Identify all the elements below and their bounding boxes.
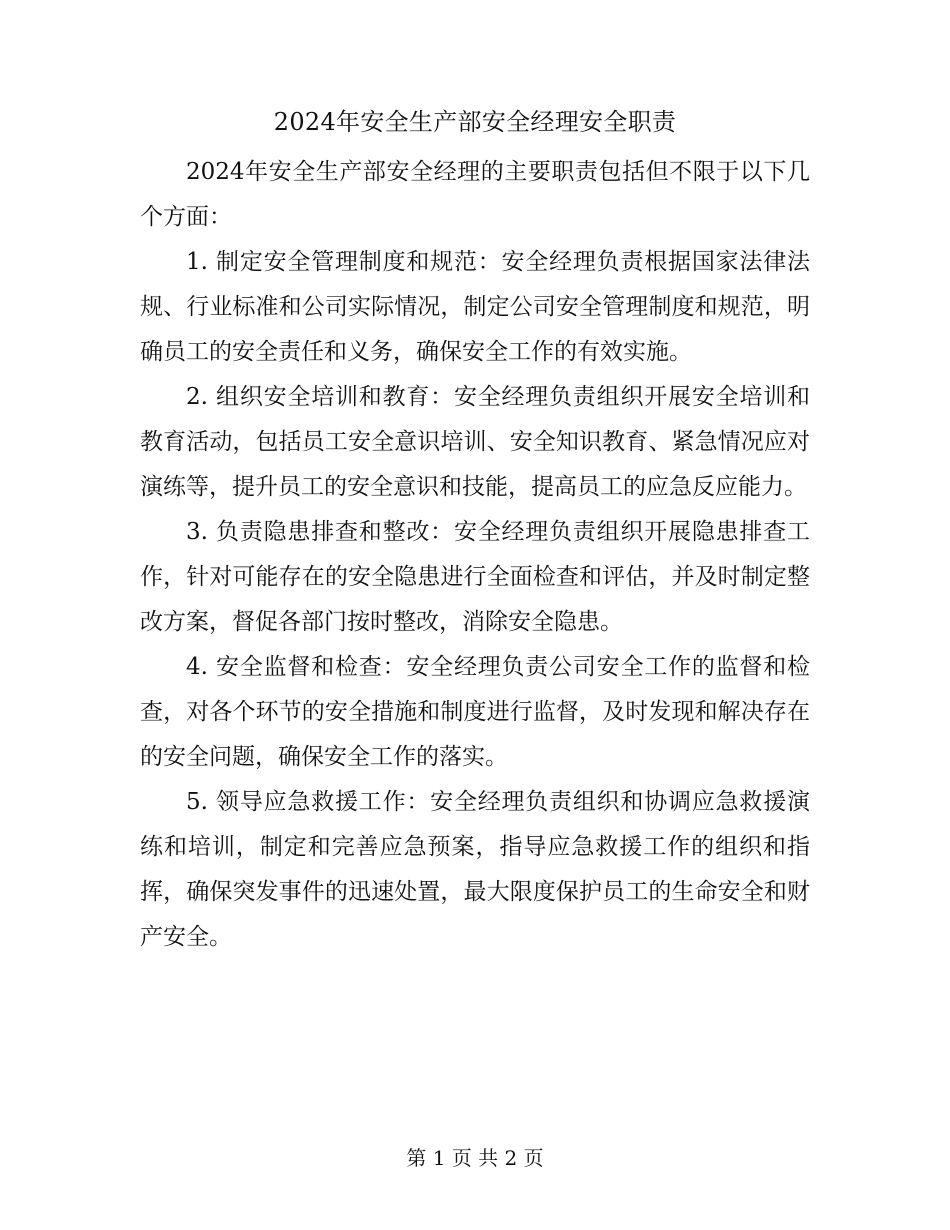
page-number-footer: 第 1 页 共 2 页 [406,1146,544,1170]
duty-paragraph-3: 3. 负责隐患排查和整改：安全经理负责组织开展隐患排查工作，针对可能存在的安全隐患进行全面检查和评估，并及时制定整改方案，督促各部门按时整改，消除安全隐患。 [140,519,810,635]
duty-paragraph-1: 1. 制定安全管理制度和规范：安全经理负责根据国家法律法规、行业标准和公司实际情况，制定公司安全管理制度和规范，明确员工的安全责任和义务，确保安全工作的有效实施。 [140,249,810,365]
document-title: 2024年安全生产部安全经理安全职责 [273,108,677,136]
duty-paragraph-4: 4. 安全监督和检查：安全经理负责公司安全工作的监督和检查，对各个环节的安全措施和制度进行监督，及时发现和解决存在的安全问题，确保安全工作的落实。 [140,654,810,770]
duty-paragraph-2: 2. 组织安全培训和教育：安全经理负责组织开展安全培训和教育活动，包括员工安全意识培训、安全知识教育、紧急情况应对演练等，提升员工的安全意识和技能，提高员工的应急反应能力。 [140,384,810,500]
document-body [140,150,810,960]
intro-paragraph: 2024年安全生产部安全经理的主要职责包括但不限于以下几个方面： [140,159,810,230]
duty-paragraph-5: 5. 领导应急救援工作：安全经理负责组织和协调应急救援演练和培训，制定和完善应急预案，指导应急救援工作的组织和指挥，确保突发事件的迅速处置，最大限度保护员工的生命安全和财产安全。 [140,789,810,950]
